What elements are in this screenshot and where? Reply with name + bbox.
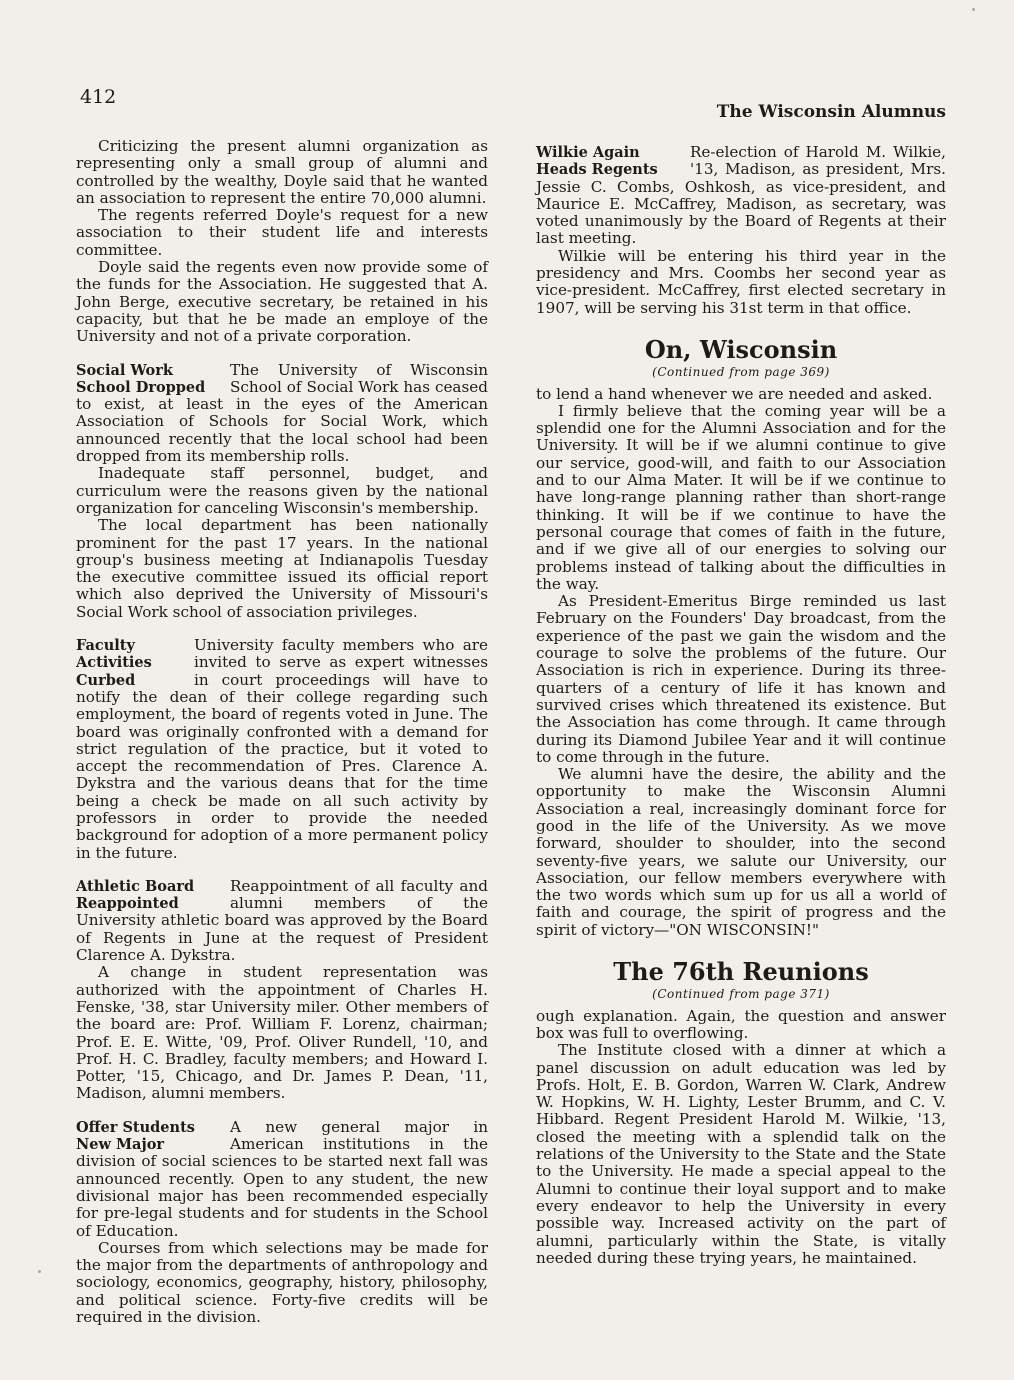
continued-note: (Continued from page 369) [652,365,830,380]
paragraph: Reappointment of all faculty and alumni members of the University athletic board was approved by the Board of Regents in June at the request of President Clarence A. Dykstra. [76,876,488,965]
paragraph: The Institute closed with a dinner at which a panel discussion on adult education was led by Profs. Holt, E. B. Gordon, Warren W. Clark, Andrew W. Hopkins, W. H. Lighty, Lester Brumm, and C. V. Hibbard. Regent President Harold M. Wilkie, '13, closed the meeting with a splendid talk on the relations of the University to the State and the State to the University. He made a special appeal to the Alumni to continue their loyal support and to make every endeavor to help the University in every possible way. Increased activity on the part of alumni, particularly within the State, is vitally needed during these trying years, he maintained. [536,1041,946,1267]
paragraph: The local department has been nationally prominent for the past 17 years. In the national group's business meeting at Indianapolis Tuesday the executive committee issued its official report which also deprived the University of Missouri's Social Work school of association privileges. [76,516,488,621]
paragraph: to lend a hand whenever we are needed and asked. [536,384,933,403]
athletic-board-article [76,878,488,1103]
new-major-article [76,1119,488,1327]
paragraph: Wilkie will be entering his third year in the presidency and Mrs. Coombs her second year as vice-president. McCaffrey, first elected secretary in 1907, will be serving his 31st term in that office. [536,246,946,317]
paragraph: ough explanation. Again, the question and answer box was full to overflowing. [536,1006,946,1042]
social-work-article [76,362,488,621]
side-heading: Faculty Activities Curbed [76,637,152,689]
reunions-article [536,957,946,1267]
paragraph: Re-election of Harold M. Wilkie, '13, Madison, as president, Mrs. Jessie C. Combs, Oshkosh, as vice-president, and Maurice E. McCaffrey, Madison, as secretary, was voted unanimously by the Board of Regents at their last meeting. [536,143,946,248]
paragraph: A change in student representation was authorized with the appointment of Charles H. Fenske, '38, star University miler. Other members of the board are: Prof. William F. Lorenz, chairman; Prof. E. E. Witte, '09, Prof. Oliver Rundell, '10, and Prof. H. C. Bradley, faculty members; and Howard I. Potter, '15, Chicago, and Dr. James P. Dean, '11, Madison, alumni members. [76,963,488,1103]
section-title: The 76th Reunions [613,957,869,987]
scan-speck [38,1270,41,1273]
paragraph: Criticizing the present alumni organization as representing only a small group of alumni and controlled by the wealthy, Doyle said that he wanted an association to represent the entire 70,000 alumni. [76,137,488,207]
faculty-article [76,637,488,862]
paragraph: University faculty members who are invited to serve as expert witnesses in court proceedings will have to notify the dean of their college regarding such employment, the board of regents voted in June. The board was originally confronted with a demand for strict regulation of the practice, but it voted to accept the recommendation of Pres. Clarence A. Dykstra and the various deans that for the time being a check be made on all such activity by professors in order to provide the needed background for adoption of a more permanent policy in the future. [76,636,488,862]
doyle-article [76,138,488,346]
paragraph: As President-Emeritus Birge reminded us last February on the Founders' Day broadcast, from the experience of the past we gain the wisdom and the courage to solve the problems of the future. Our Association is rich in experience. During its three-quarters of a century of life it has known and survived crises which threatened its existence. But the Association has come through. It came through during its Diamond Jubilee Year and it will continue to come through in the future. [536,592,946,766]
left-column [76,138,488,1342]
paragraph: We alumni have the desire, the ability and the opportunity to make the Wisconsin Alumni Association a real, increasingly dominant force for good in the life of the University. As we move forward, shoulder to shoulder, into the second seventy-five years, we salute our University, our Association, our fellow members everywhere with the two words which sum up for us all a world of faith and courage, the spirit of progress and the spirit of victory—"ON WISCONSIN!" [536,765,946,939]
paragraph: Courses from which selections may be made for the major from the departments of anthropology and sociology, economics, geography, history, philosophy, and political science. Forty-five credits will be required in the division. [76,1238,488,1326]
wilkie-article [536,144,946,317]
side-heading: Wilkie Again Heads Regents [536,144,658,179]
paragraph: Doyle said the regents even now provide some of the funds for the Association. He suggested that A. John Berge, executive secretary, be retained in his capacity, but that he be made an employe of the University and not of a private corporation. [76,258,488,346]
page-number: 412 [80,86,117,108]
paragraph: I firmly believe that the coming year will be a splendid one for the Alumni Association and for the University. It will be if we alumni continue to give our service, good-will, and faith to our Association and to our Alma Mater. It will be if we continue to have long-range planning rather than short-range thinking. It will be if we continue to have the personal courage that comes of faith in the future, and if we give all of our energies to solving our problems instead of talking about the difficulties in the way. [536,401,946,593]
paragraph: Inadequate staff personnel, budget, and curriculum were the reasons given by the national organization for canceling Wisconsin's membership. [76,464,488,517]
right-column [536,144,946,1267]
running-head: The Wisconsin Alumnus [716,102,946,122]
paragraph: The University of Wisconsin School of Social Work has ceased to exist, at least in the eyes of the American Association of Schools for Social Work, which announced recently that the local school had been dropped from its membership rolls. [76,360,488,466]
side-heading: Athletic Board Reappointed [76,877,195,913]
paragraph: A new general major in American institutions in the division of social sciences to be started next fall was announced recently. Open to any student, the new divisional major has been recommended especially for pre-legal students and for students in the School of Education. [76,1117,488,1240]
on-wisconsin-article [536,334,946,939]
continued-note: (Continued from page 371) [652,987,830,1002]
section-title: On, Wisconsin [644,334,838,364]
paragraph: The regents referred Doyle's request for a new association to their student life and interests committee. [76,206,488,259]
side-heading: Offer Students New Major [76,1118,195,1154]
scan-speck [972,8,975,11]
side-heading: Social Work School Dropped [76,361,206,396]
